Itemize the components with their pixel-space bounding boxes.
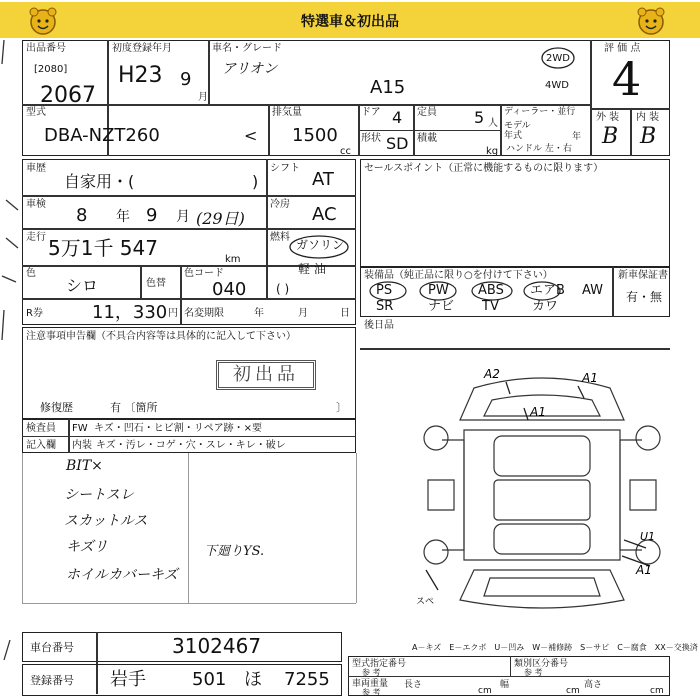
color-label: 色 — [26, 268, 36, 279]
drive-2wd: 2WD — [546, 53, 570, 64]
repair-value: 有 〔箇所 — [110, 401, 158, 414]
inspection-year-unit: 年 — [116, 209, 130, 225]
header-title: 特選車＆初出品 — [301, 14, 399, 30]
inspection-label: 車検 — [26, 199, 46, 210]
recycle-label: R券 — [26, 308, 43, 319]
history-close: ) — [252, 172, 259, 191]
capacity-label: 定員 — [417, 107, 437, 118]
name-change-year: 年 — [254, 308, 264, 319]
body-shape-value: SD — [386, 134, 409, 153]
model-label: 型式 — [26, 107, 46, 118]
sales-point-label: セールスポイント（正常に機能するものに限ります） — [364, 163, 604, 174]
score-value: 4 — [612, 52, 642, 106]
plate-region: 岩手 — [110, 669, 146, 690]
repair-label: 修復歴 — [40, 401, 73, 414]
registration-label: 初度登録年月 — [112, 43, 172, 54]
damage-legend: A－キズ E－エクボ U－凹み W－補修跡 S－サビ C－腐食 XX－交換済 — [412, 643, 698, 652]
inspection-year: 8 — [76, 205, 88, 226]
width-label: 幅 — [500, 680, 510, 690]
fuel-gasoline-circle — [288, 234, 350, 260]
mileage-unit: km — [225, 254, 241, 265]
score-interior: B — [640, 124, 657, 149]
lot-sub-number: [2080] — [34, 64, 68, 75]
name-change-label: 名変期限 — [184, 308, 224, 319]
damage-mark-1: A2 — [484, 367, 500, 381]
displacement-unit: cc — [340, 146, 351, 157]
body-shape-label: 形状 — [361, 133, 381, 144]
damage-mark-3: A1 — [530, 405, 546, 419]
car-name-label: 車名・グレード — [212, 43, 282, 54]
displacement-label: 排気量 — [272, 107, 302, 118]
damage-mark-6: スペ — [416, 597, 435, 607]
checker-row2: キズ・汚レ・コゲ・穴・スレ・キレ・破レ — [96, 440, 286, 451]
checker-fw: FW — [72, 423, 88, 434]
equip-1-3: ABS — [478, 283, 504, 298]
fuel-other: ( ) — [276, 282, 290, 296]
model-value: DBA-NZT260 — [44, 125, 160, 146]
plate-label: 登録番号 — [30, 674, 74, 687]
color-code: 040 — [212, 279, 247, 300]
color-no-label: 色替 — [146, 278, 166, 289]
mileage-value: 5万1千 547 — [48, 236, 158, 260]
remark-1: BIT× — [66, 458, 103, 474]
history-label: 車歴 — [26, 163, 46, 174]
equip-1-4: エアB — [530, 283, 565, 298]
plate-kana: ほ — [244, 669, 262, 690]
remark-4: キズリ — [66, 539, 108, 555]
damage-mark-4: U1 — [640, 530, 656, 543]
remark-right: 下廻りYS. — [204, 544, 265, 559]
aircon-value: AC — [312, 204, 337, 225]
height-label: 高さ — [584, 680, 603, 690]
damage-mark-2: A1 — [582, 371, 598, 385]
model-year-label: モデル 年式 — [504, 121, 531, 141]
car-damage-diagram — [414, 360, 670, 620]
equip-2-1: SR — [376, 299, 394, 314]
remark-3: スカットルス — [64, 513, 148, 529]
weight-label: 車両重量 — [352, 679, 389, 689]
car-grade: A15 — [370, 77, 406, 98]
plate-class: 501 — [192, 669, 227, 690]
load-unit: kg — [486, 146, 499, 157]
history-value: 自家用・( — [64, 172, 135, 191]
dealer-label: ディーラー・並行 — [504, 107, 576, 117]
equip-1-1: PS — [376, 283, 393, 298]
equip-2-2: ナビ — [428, 299, 455, 314]
capacity-value: 5 — [474, 108, 485, 127]
doors-value: 4 — [392, 108, 403, 127]
new-warranty-value: 有・無 — [626, 290, 663, 304]
spec-ref: 参 考 — [362, 668, 381, 677]
repair-close: 〕 — [336, 401, 347, 414]
rear-seat-label: 後日品 — [364, 320, 394, 331]
category-label: 類別区分番号 — [514, 659, 569, 669]
doors-label: ドア — [361, 107, 381, 118]
registration-month-unit: 月 — [198, 92, 208, 103]
registration-month: 9 — [180, 69, 192, 90]
length-label: 長さ — [404, 680, 423, 690]
inspection-month: 9 — [146, 205, 158, 226]
mileage-label: 走行 — [26, 232, 46, 243]
fuel-gasoline: ガソリン — [296, 238, 345, 252]
score-label: 評 価 点 — [604, 43, 641, 54]
width-unit: cm — [566, 686, 580, 696]
aircon-label: 冷房 — [270, 199, 290, 210]
entry-label: 記入欄 — [26, 440, 56, 451]
mascot-right-icon — [636, 6, 666, 36]
color-value: シロ — [66, 276, 99, 295]
spec-label: 型式指定番号 — [352, 659, 407, 669]
name-change-month: 月 — [298, 308, 308, 319]
recycle-unit: 円 — [168, 308, 178, 319]
color-code-label: 色コード — [184, 268, 224, 279]
damage-mark-5: A1 — [636, 563, 652, 577]
equip-2-4: カワ — [532, 299, 559, 314]
recycle-value: 11，330 — [92, 302, 168, 323]
equipment-label: 装備品（純正品に限り○を付けて下さい） — [364, 270, 553, 281]
fuel-label: 燃料 — [270, 232, 290, 243]
handle-label: ハンドル 左・右 — [506, 144, 572, 154]
checker-label: 検査員 — [26, 423, 56, 434]
notes-label: 注意事項申告欄（不具合内容等は具体的に記入して下さい） — [26, 331, 296, 342]
equip-2-3: TV — [482, 299, 499, 314]
equipment-circles — [366, 280, 566, 302]
model-year-unit: 年 — [572, 132, 582, 142]
displacement-value: 1500 — [292, 125, 338, 146]
equip-1-5: AW — [582, 283, 604, 298]
score-ext-label: 外 装 — [596, 112, 620, 123]
inspection-month-unit: 月 — [176, 209, 190, 225]
sales-point-box — [360, 159, 670, 267]
checker-row1: キズ・凹石・ヒビ割・リペア跡・×要 — [94, 423, 262, 434]
drive-4wd: 4WD — [545, 80, 569, 91]
remark-5: ホイルカバーキズ — [66, 567, 178, 583]
name-change-day: 日 — [340, 308, 350, 319]
mascot-left-icon — [28, 6, 58, 36]
remark-2: シートスレ — [64, 487, 134, 503]
shift-label: シフト — [270, 163, 300, 174]
new-warranty-label: 新車保証書 — [618, 270, 668, 281]
model-mark: < — [244, 126, 258, 145]
inspection-day: (29日) — [196, 209, 245, 228]
chassis-value: 3102467 — [172, 634, 262, 658]
checker-interior: 内装 — [72, 440, 92, 451]
equip-1-2: PW — [428, 283, 449, 298]
category-ref: 参 考 — [524, 668, 543, 677]
fuel-diesel: 軽 油 — [298, 262, 326, 276]
lot-number: 2067 — [40, 83, 96, 108]
plate-number: 7255 — [284, 669, 330, 690]
chassis-label: 車台番号 — [30, 641, 74, 654]
car-name: アリオン — [222, 61, 278, 77]
height-unit: cm — [650, 686, 664, 696]
score-exterior: B — [602, 124, 619, 149]
first-listing-stamp: 初出品 — [216, 360, 316, 390]
shift-value: AT — [312, 169, 334, 190]
margin-strokes — [0, 40, 22, 700]
length-unit: cm — [478, 686, 492, 696]
weight-ref: 参 考 — [362, 688, 381, 697]
registration-era-year: H23 — [118, 63, 163, 88]
score-int-label: 内 装 — [636, 112, 660, 123]
load-label: 積載 — [417, 133, 437, 144]
lot-label: 出品番号 — [26, 43, 66, 54]
capacity-unit: 人 — [488, 118, 498, 129]
